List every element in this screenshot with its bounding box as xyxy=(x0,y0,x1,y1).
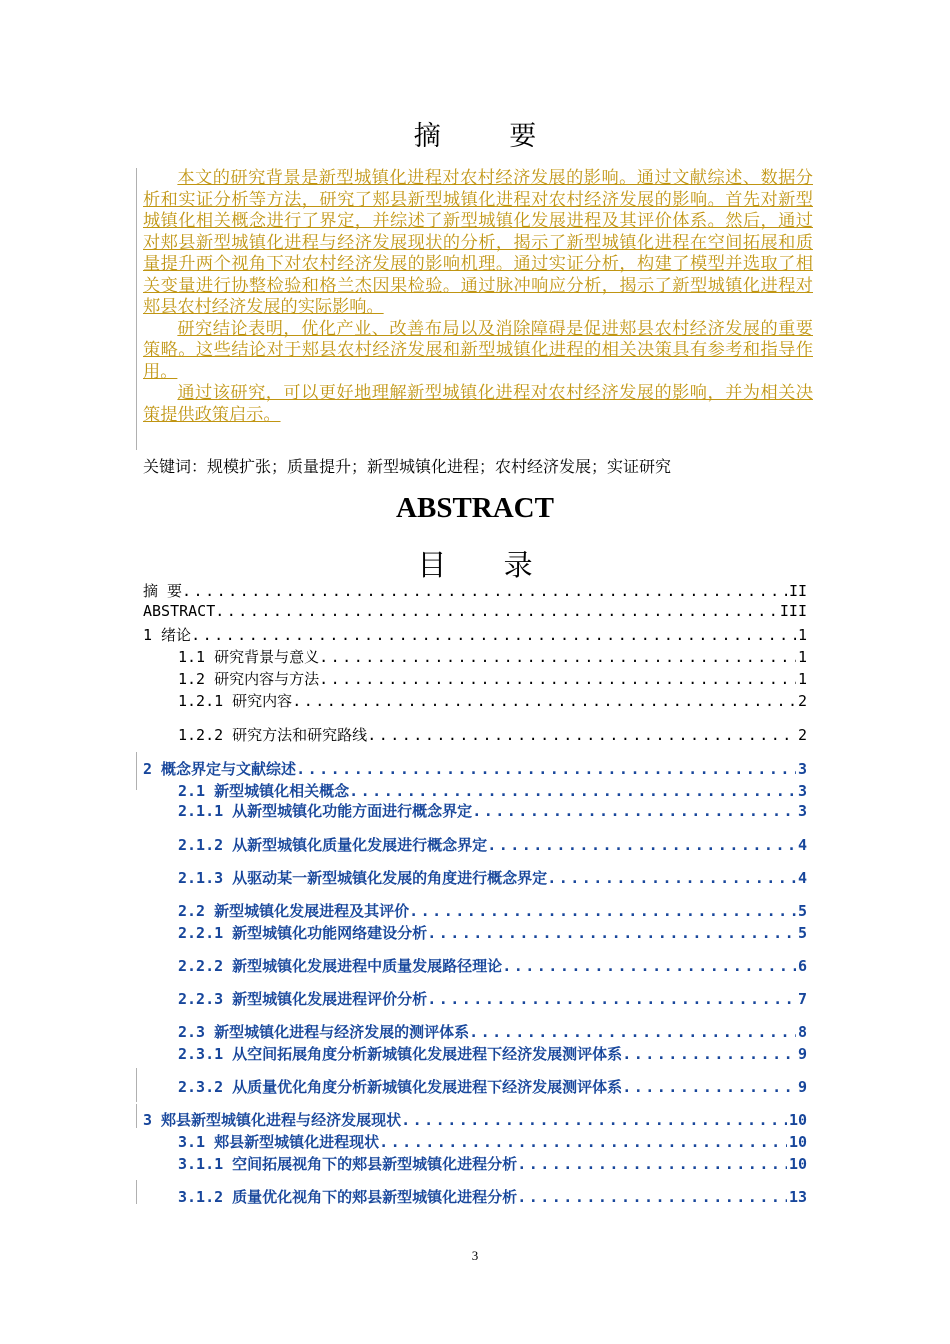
toc-entry-label: 2.2 新型城镇化发展进程及其评价 xyxy=(178,902,410,920)
toc-entry-page: 10 xyxy=(788,1111,807,1129)
toc-leader xyxy=(427,990,796,1008)
abstract-paragraph-3: 通过该研究，可以更好地理解新型城镇化进程对农村经济发展的影响，并为相关决策提供政策启示。 xyxy=(143,383,813,425)
toc-entry[interactable] xyxy=(178,922,807,942)
toc-entry-label: 2.2.2 新型城镇化发展进程中质量发展路径理论 xyxy=(178,957,503,975)
toc-entry[interactable] xyxy=(178,724,807,744)
toc-entry[interactable] xyxy=(178,1131,807,1151)
toc-leader xyxy=(367,726,796,744)
toc-leader xyxy=(469,1023,796,1041)
toc-entry[interactable] xyxy=(178,780,807,800)
toc-entry[interactable] xyxy=(143,1109,807,1129)
toc-entry-page: III xyxy=(779,602,807,620)
toc-entry-page: 1 xyxy=(797,648,807,666)
toc-leader xyxy=(517,1188,787,1206)
toc-entry-page: 13 xyxy=(788,1188,807,1206)
toc-entry-label: ABSTRACT xyxy=(143,602,216,620)
toc-entry-page: 3 xyxy=(797,802,807,820)
toc-entry-page: 5 xyxy=(797,924,807,942)
abstract-paragraph-2: 研究结论表明，优化产业、改善布局以及消除障碍是促进郏县农村经济发展的重要策略。这些结论对于郏县农村经济发展和新型城镇化进程的相关决策具有参考和指导作用。 xyxy=(143,318,813,382)
toc-entry-label: 1 绪论 xyxy=(143,626,192,644)
toc-entry-label: 3.1.1 空间拓展视角下的郏县新型城镇化进程分析 xyxy=(178,1155,518,1173)
toc-leader xyxy=(349,782,796,800)
toc-entry-label: 1.1 研究背景与意义 xyxy=(178,648,320,666)
toc-leader xyxy=(487,836,796,854)
toc-entry[interactable] xyxy=(178,800,807,820)
toc-entry-page: 10 xyxy=(788,1133,807,1151)
toc-entry[interactable] xyxy=(178,1043,807,1063)
english-abstract-title: ABSTRACT xyxy=(396,492,554,524)
toc-entry[interactable] xyxy=(178,690,807,710)
toc-entry-label: 2 概念界定与文献综述 xyxy=(143,760,297,778)
toc-entry-label: 2.2.1 新型城镇化功能网络建设分析 xyxy=(178,924,428,942)
toc-entry[interactable] xyxy=(178,867,807,887)
toc-leader xyxy=(409,902,796,920)
toc-entry-page: 5 xyxy=(797,902,807,920)
toc-entry-label: 2.3 新型城镇化进程与经济发展的测评体系 xyxy=(178,1023,470,1041)
toc-entry[interactable] xyxy=(178,668,807,688)
toc-leader xyxy=(296,760,796,778)
toc-entry-label: 2.1.3 从驱动某一新型城镇化发展的角度进行概念界定 xyxy=(178,869,548,887)
toc-title: 目 录 xyxy=(417,548,557,582)
toc-leader xyxy=(215,602,778,620)
abstract-title: 摘 要 xyxy=(413,121,567,152)
revision-bar xyxy=(136,1180,137,1204)
toc-entry[interactable] xyxy=(143,580,807,600)
abstract-body xyxy=(143,168,813,426)
toc-entry[interactable] xyxy=(178,1153,807,1173)
toc-entry-page: 1 xyxy=(797,670,807,688)
toc-leader xyxy=(182,582,787,600)
toc-leader xyxy=(502,957,796,975)
toc-leader xyxy=(472,802,796,820)
toc-entry[interactable] xyxy=(178,988,807,1008)
toc-leader xyxy=(379,1133,787,1151)
toc-entry[interactable] xyxy=(178,834,807,854)
toc-entry[interactable] xyxy=(178,1021,807,1041)
toc-entry[interactable] xyxy=(143,602,807,622)
toc-entry-label: 3.1 郏县新型城镇化进程现状 xyxy=(178,1133,380,1151)
toc-leader xyxy=(622,1078,796,1096)
toc-leader xyxy=(517,1155,787,1173)
toc-entry-page: 4 xyxy=(797,836,807,854)
toc-entry-label: 2.2.3 新型城镇化发展进程评价分析 xyxy=(178,990,428,1008)
toc-entry-label: 1.2.1 研究内容 xyxy=(178,692,293,710)
revision-bar xyxy=(136,1068,137,1102)
toc-entry[interactable] xyxy=(178,1076,807,1096)
toc-leader xyxy=(547,869,796,887)
toc-entry-label: 1.2.2 研究方法和研究路线 xyxy=(178,726,368,744)
toc-entry[interactable] xyxy=(143,624,807,644)
toc-entry-label: 2.1 新型城镇化相关概念 xyxy=(178,782,350,800)
toc-entry-page: 2 xyxy=(797,692,807,710)
toc-entry-page: 6 xyxy=(797,957,807,975)
abstract-paragraph-1: 本文的研究背景是新型城镇化进程对农村经济发展的影响。通过文献综述、数据分析和实证分析等方法，研究了郏县新型城镇化进程对农村经济发展的影响。首先对新型城镇化相关概念进行了界定，并综述了新型城镇化发展进程及其评价体系。然后，通过对郏县新型城镇化进程与经济发展现状的分析，揭示了新型城镇化进程在空间拓展和质量提升两个视角下对农村经济发展的影响机理。通过实证分析，构建了模型并选取了相关变量进行协整检验和格兰杰因果检验。通过脉冲响应分析，揭示了新型城镇化进程对郏县农村经济发展的实际影响。 xyxy=(143,168,813,317)
toc-entry-page: 3 xyxy=(797,760,807,778)
toc-entry[interactable] xyxy=(143,758,807,778)
toc-entry-label: 1.2 研究内容与方法 xyxy=(178,670,320,688)
toc-entry-page: 9 xyxy=(797,1078,807,1096)
toc-leader xyxy=(319,670,796,688)
toc-entry-page: 7 xyxy=(797,990,807,1008)
toc-entry[interactable] xyxy=(178,900,807,920)
toc-entry-label: 2.1.1 从新型城镇化功能方面进行概念界定 xyxy=(178,802,473,820)
page-number: 3 xyxy=(471,1248,479,1263)
revision-bar xyxy=(136,168,137,450)
toc-entry[interactable] xyxy=(178,955,807,975)
toc-entry-label: 摘 要 xyxy=(143,582,183,600)
toc-entry-page: 4 xyxy=(797,869,807,887)
toc-entry[interactable] xyxy=(178,1186,807,1206)
toc-entry[interactable] xyxy=(178,646,807,666)
keywords: 关键词：规模扩张；质量提升；新型城镇化进程；农村经济发展；实证研究 xyxy=(143,457,672,476)
toc-entry-label: 3 郏县新型城镇化进程与经济发展现状 xyxy=(143,1111,402,1129)
toc-leader xyxy=(292,692,796,710)
toc-entry-page: II xyxy=(788,582,807,600)
toc-leader xyxy=(191,626,796,644)
toc-entry-page: 1 xyxy=(797,626,807,644)
revision-bar xyxy=(136,752,137,790)
toc-entry-page: 9 xyxy=(797,1045,807,1063)
toc-leader xyxy=(401,1111,787,1129)
toc-entry-label: 2.3.2 从质量优化角度分析新城镇化发展进程下经济发展测评体系 xyxy=(178,1078,623,1096)
toc-entry-page: 8 xyxy=(797,1023,807,1041)
toc-entry-page: 2 xyxy=(797,726,807,744)
toc-entry-label: 3.1.2 质量优化视角下的郏县新型城镇化进程分析 xyxy=(178,1188,518,1206)
toc-entry-label: 2.3.1 从空间拓展角度分析新城镇化发展进程下经济发展测评体系 xyxy=(178,1045,623,1063)
toc-entry-label: 2.1.2 从新型城镇化质量化发展进行概念界定 xyxy=(178,836,488,854)
revision-bar xyxy=(136,1104,137,1128)
toc-entry-page: 10 xyxy=(788,1155,807,1173)
toc-entry-page: 3 xyxy=(797,782,807,800)
toc-leader xyxy=(622,1045,796,1063)
toc-leader xyxy=(427,924,796,942)
toc-leader xyxy=(319,648,796,666)
